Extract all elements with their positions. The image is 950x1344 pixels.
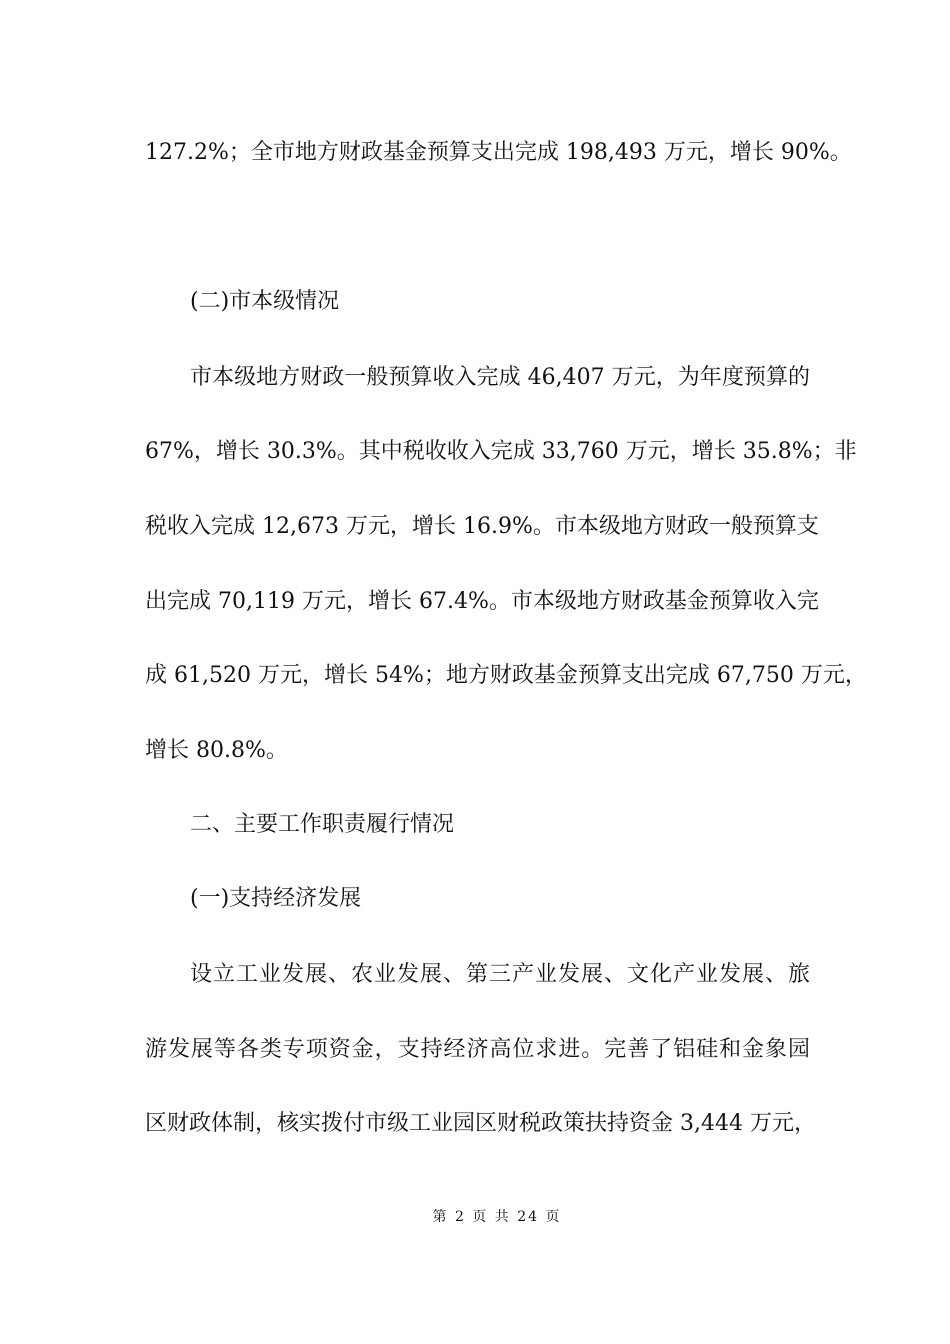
- body-text-line: 区财政体制，核实拨付市级工业园区财税政策扶持资金 3,444 万元，: [145, 1111, 816, 1136]
- body-text-line: 67%，增长 30.3%。其中税收收入完成 33,760 万元，增长 35.8%；非: [145, 439, 857, 464]
- page-number-footer: 第 2 页 共 24 页: [432, 1209, 562, 1225]
- body-text-line: 127.2%；全市地方财政基金预算支出完成 198,493 万元，增长 90%。: [145, 140, 852, 165]
- body-text-line: 成 61,520 万元，增长 54%；地方财政基金预算支出完成 67,750 万元，: [145, 663, 867, 688]
- body-text-line: 游发展等各类专项资金，支持经济高位求进。完善了铝硅和金象园: [145, 1037, 810, 1062]
- body-text-line: 出完成 70,119 万元，增长 67.4%。市本级地方财政基金预算收入完: [145, 589, 819, 614]
- body-text-line: 增长 80.8%。: [145, 738, 288, 763]
- subsection-heading: (一)支持经济发展: [190, 886, 362, 911]
- body-text-line: 设立工业发展、农业发展、第三产业发展、文化产业发展、旅: [190, 962, 810, 987]
- body-text-line: 市本级地方财政一般预算收入完成 46,407 万元，为年度预算的: [190, 365, 810, 390]
- body-text-line: 税收入完成 12,673 万元，增长 16.9%。市本级地方财政一般预算支: [145, 514, 819, 539]
- section-heading: 二、主要工作职责履行情况: [190, 812, 455, 837]
- section-heading: (二)市本级情况: [190, 289, 340, 314]
